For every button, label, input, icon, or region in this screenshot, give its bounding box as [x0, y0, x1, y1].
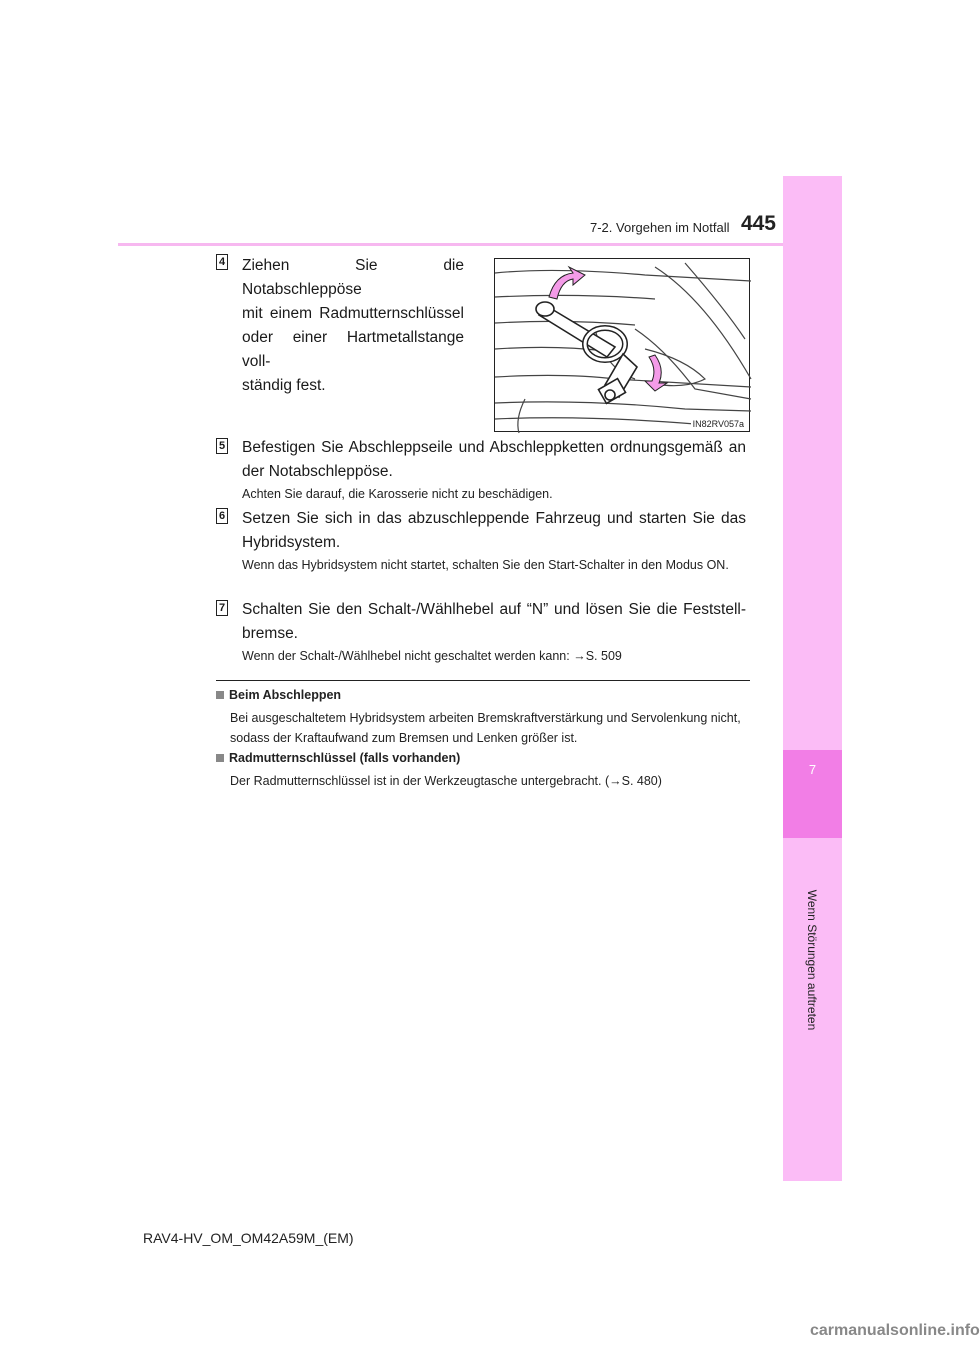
note-body-wrench: Der Radmutternschlüssel ist in der Werkzeugtasche untergebracht. (→S. 480): [230, 774, 662, 788]
step-4-text: [242, 254, 464, 398]
watermark: carmanualsonline.info: [810, 1322, 980, 1339]
step-number-6: 6: [216, 508, 228, 524]
note-heading-towing: [216, 688, 341, 702]
note-heading-wrench: [216, 751, 460, 765]
step-5-text: Befestigen Sie Abschleppseile und Abschleppketten ordnungsgemäß an der Notabschleppöse.: [242, 439, 746, 480]
section-divider: [216, 680, 750, 681]
step-number-4: 4: [216, 254, 228, 270]
step-4-line: Ziehen Sie die Notabschleppöse: [242, 257, 464, 298]
chapter-title: Wenn Störungen auftreten: [805, 889, 819, 1031]
step-5-note: Achten Sie darauf, die Karosserie nicht zu beschädigen.: [242, 487, 553, 501]
section-title: 7-2. Vorgehen im Notfall: [590, 220, 730, 235]
step-7-note: Wenn der Schalt-/Wählhebel nicht geschaltet werden kann: →S. 509: [242, 649, 622, 663]
step-4-line: oder einer Hartmetallstange voll-: [242, 329, 464, 370]
square-bullet-icon: [216, 691, 224, 699]
illustration-code: IN82RV057a: [692, 419, 744, 429]
page-number: 445: [740, 212, 776, 235]
wrench-diagram: [495, 259, 751, 433]
chapter-number: 7: [808, 762, 817, 777]
document-code: RAV4-HV_OM_OM42A59M_(EM): [143, 1230, 354, 1246]
towing-eye-illustration: [494, 258, 750, 432]
step-number-5: 5: [216, 438, 228, 454]
note-body-towing: Bei ausgeschaltetem Hybridsystem arbeiten Bremskraftverstärkung und Servolenkung nicht, sodass der Kraftaufwand zum Bremsen und Lenken größer ist.: [230, 711, 741, 745]
square-bullet-icon: [216, 754, 224, 762]
step-number-7: 7: [216, 600, 228, 616]
note-title: Radmutternschlüssel (falls vorhanden): [229, 751, 461, 765]
step-4-line: ständig fest.: [242, 377, 326, 394]
step-6-note: Wenn das Hybridsystem nicht startet, schalten Sie den Start-Schalter in den Modus ON.: [242, 558, 729, 572]
header-divider: [118, 243, 840, 246]
note-title: Beim Abschleppen: [229, 688, 342, 702]
step-7-text: Schalten Sie den Schalt-/Wählhebel auf “N” und lösen Sie die Feststell-bremse.: [242, 601, 746, 642]
step-4-line: mit einem Radmutternschlüssel: [242, 305, 464, 322]
step-6-text: Setzen Sie sich in das abzuschleppende Fahrzeug und starten Sie das Hybridsystem.: [242, 510, 746, 551]
